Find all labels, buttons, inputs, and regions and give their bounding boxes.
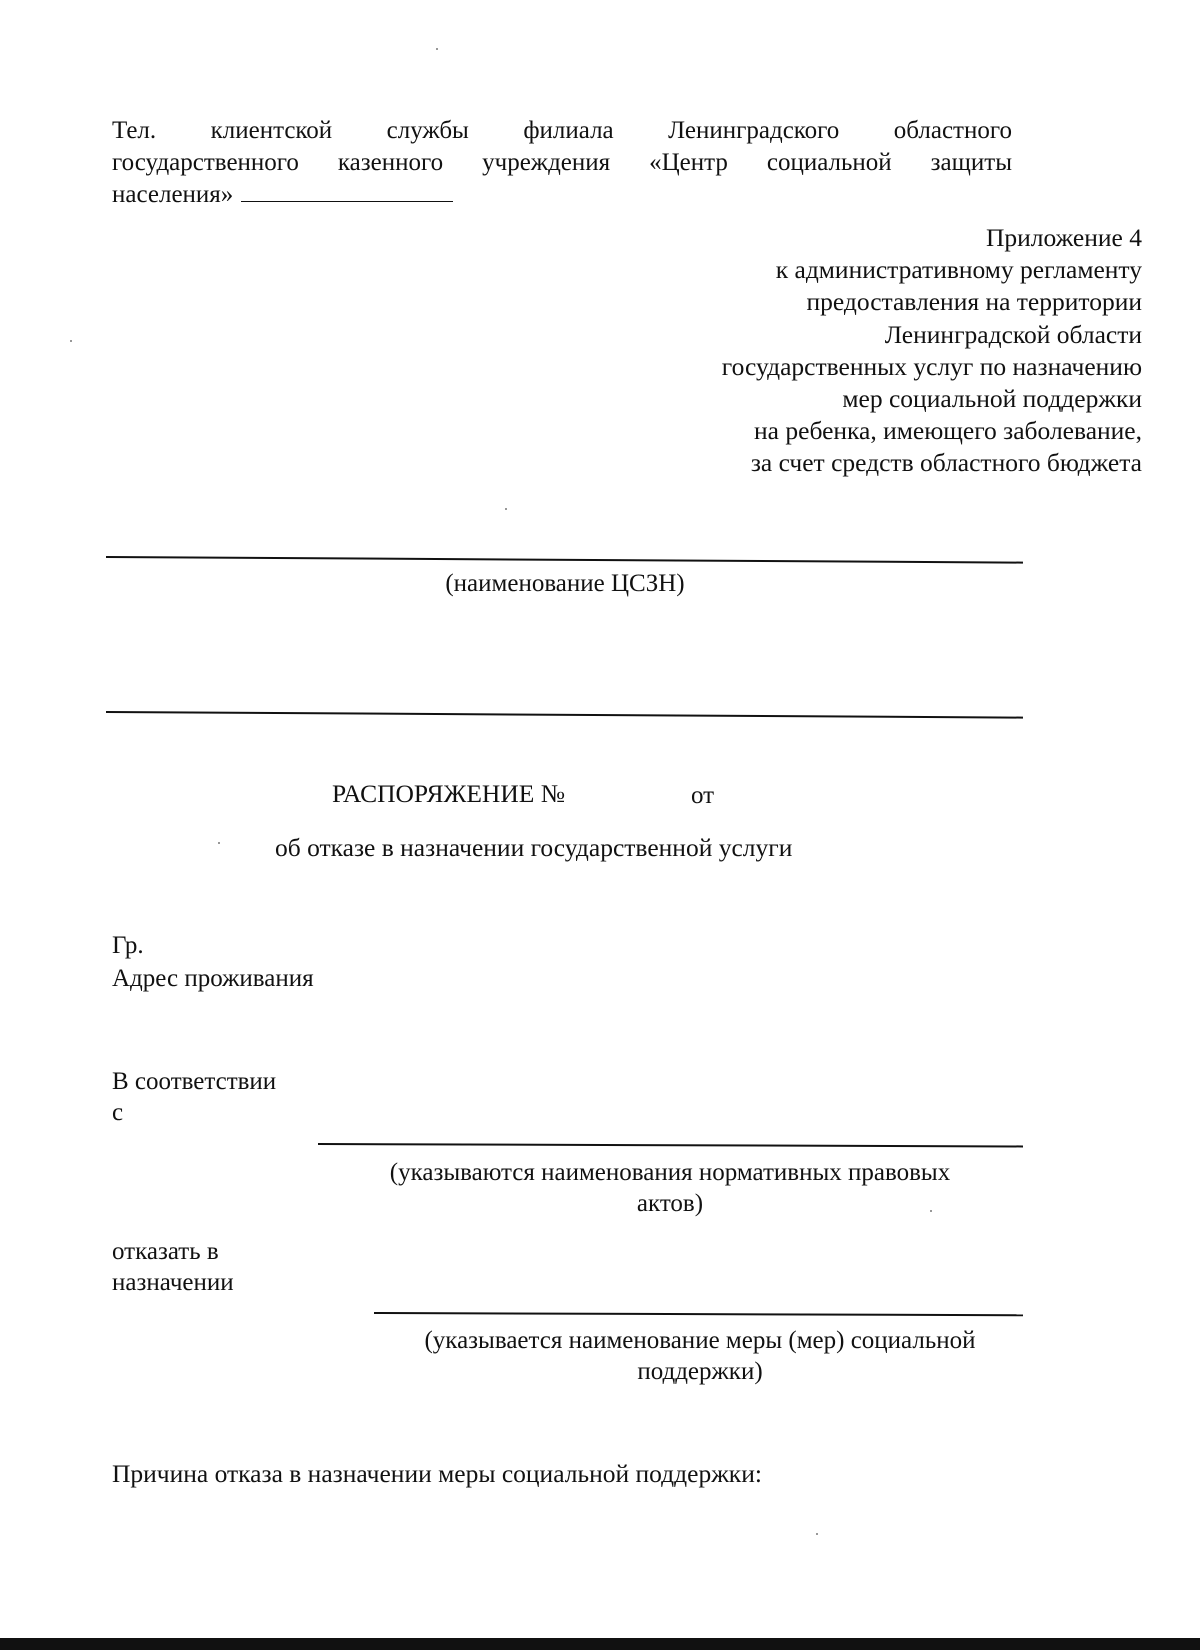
- scan-speck: [816, 1533, 818, 1535]
- refusal-reason-label: Причина отказа в назначении меры социальной поддержки:: [112, 1459, 762, 1488]
- appendix-line-6: мер социальной поддержки: [842, 384, 1142, 414]
- blank-separator-line: [106, 711, 1023, 719]
- appendix-line-4: Ленинградской области: [884, 319, 1142, 349]
- legal-acts-caption: [345, 1157, 995, 1219]
- legal-acts-caption-line-2: актов): [636, 1190, 704, 1217]
- header-phone-block: [112, 115, 1012, 210]
- scan-speck: [70, 340, 72, 342]
- refuse-label: [112, 1236, 234, 1298]
- support-measure-caption-line-1: (указывается наименование меры (мер) социальной: [424, 1327, 976, 1354]
- accordance-label: [112, 1066, 276, 1128]
- org-name-line: [106, 556, 1023, 564]
- scan-speck: [505, 508, 507, 510]
- appendix-line-7: на ребенка, имеющего заболевание,: [754, 416, 1142, 446]
- header-line-3: [112, 179, 1012, 210]
- scan-speck: [218, 842, 220, 844]
- legal-acts-caption-line-1: (указываются наименования нормативных правовых: [389, 1159, 951, 1186]
- scan-bottom-edge: [0, 1638, 1200, 1650]
- refuse-line-2: назначении: [112, 1269, 234, 1296]
- appendix-line-2: к административному регламенту: [775, 255, 1142, 285]
- citizen-label: Гр.: [112, 932, 144, 959]
- accordance-line-2: с: [112, 1099, 124, 1126]
- appendix-line-5: государственных услуг по назначению: [721, 351, 1142, 381]
- scan-speck: [930, 1210, 932, 1212]
- order-subtitle: об отказе в назначении государственной услуги: [275, 833, 793, 862]
- appendix-line-8: за счет средств областного бюджета: [750, 448, 1142, 478]
- phone-blank-line: [241, 179, 453, 202]
- refuse-line-1: отказать в: [112, 1238, 219, 1265]
- support-measure-caption: [385, 1325, 1015, 1387]
- header-line-2: государственного казенного учреждения «Центр социальной защиты: [112, 149, 1012, 176]
- order-date-label: от: [691, 782, 715, 809]
- header-line-1: Тел. клиентской службы филиала Ленинградского областного: [112, 117, 1012, 144]
- appendix-line-3: предоставления на территории: [806, 287, 1142, 317]
- scan-speck: [436, 48, 438, 50]
- appendix-line-1: Приложение 4: [986, 223, 1142, 252]
- support-measure-line: [374, 1312, 1023, 1316]
- support-measure-caption-line-2: поддержки): [637, 1358, 763, 1385]
- order-title: РАСПОРЯЖЕНИЕ №: [332, 779, 566, 808]
- legal-acts-line: [318, 1143, 1023, 1147]
- header-line-3-text: населения»: [112, 181, 234, 208]
- org-name-caption: (наименование ЦСЗН): [445, 570, 685, 597]
- address-label: Адрес проживания: [112, 965, 314, 992]
- accordance-line-1: В соответствии: [112, 1068, 277, 1095]
- appendix-note: [582, 222, 1142, 480]
